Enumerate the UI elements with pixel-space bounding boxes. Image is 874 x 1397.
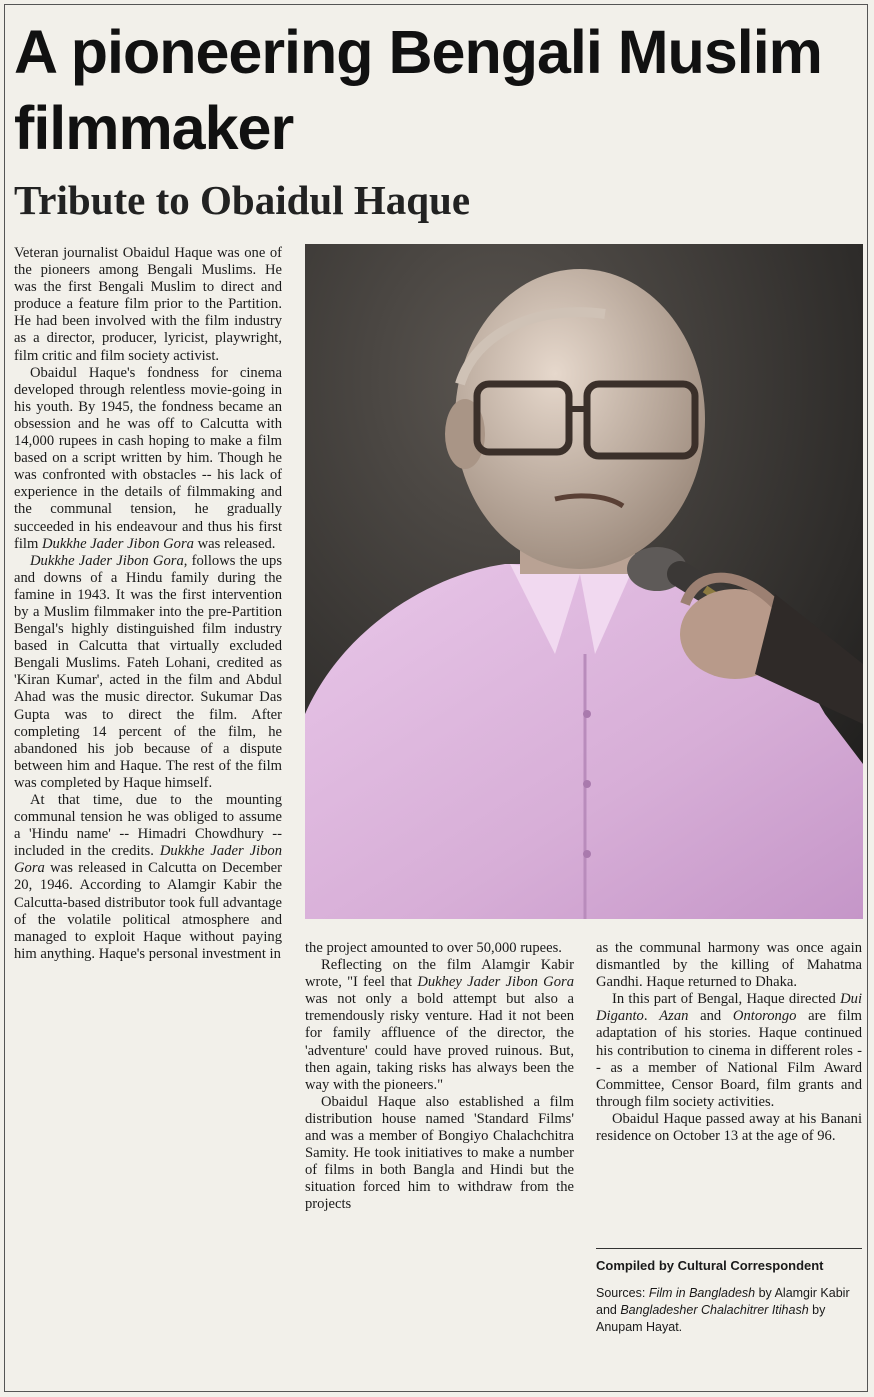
divider <box>596 1248 862 1249</box>
paragraph: the project amounted to over 50,000 rupees. <box>305 940 562 956</box>
paragraph <box>14 553 282 792</box>
film-title: Dukkhe Jader Jibon Gora <box>14 843 283 877</box>
paragraph: as the communal harmony was once again dismantled by the killing of Mahatma Gandhi. Haque returned to Dhaka. <box>596 940 862 991</box>
paragraph <box>14 365 282 553</box>
sources-text: Sources: <box>596 1286 649 1300</box>
paragraph-text: and <box>688 1008 733 1025</box>
paragraph: Obaidul Haque passed away at his Banani residence on October 13 at the age of 96. <box>596 1110 862 1145</box>
paragraph-text: . <box>643 1008 660 1025</box>
headline-line-2: filmmaker <box>14 94 294 162</box>
paragraph: Veteran journalist Obaidul Haque was one of the pioneers among Bengali Muslims. He was the first Bengali Muslim to direct and produce a feature film prior to the Partition. He had been involved with the film industry as a director, producer, lyricist, playwright, film critic and film society activist. <box>14 245 282 364</box>
paragraph-text: was not only a bold attempt but also a tremendously risky venture. Had it not been for family affluence of the director, the 'adventure' could have proved ruinous. But, then again, taking risks has always been the way with the pioneers." <box>305 991 574 1093</box>
film-title: Ontorongo <box>732 1008 797 1025</box>
paragraph <box>596 991 862 1111</box>
sources-text: by Anupam Hayat. <box>596 1303 826 1334</box>
book-title: Film in Bangladesh <box>648 1286 756 1300</box>
paragraph: Obaidul Haque also established a film distribution house named 'Standard Films' and was a member of Bongiyo Chalachchitra Samity. He took initiatives to make a number of films in both Bangla and Hindi but the situation forced him to withdraw from the projects <box>305 1093 574 1213</box>
film-title: Azan <box>659 1008 689 1025</box>
subtitle: Tribute to Obaidul Haque <box>14 177 471 223</box>
paragraph-text: Reflecting on the film Alamgir Kabir wrote, "I feel that <box>305 957 574 991</box>
headline-line-1: A pioneering Bengali Muslim <box>14 18 822 86</box>
film-title: Dukkhe Jader Jibon Gora <box>41 535 194 552</box>
portrait-photo <box>305 244 863 919</box>
column-3 <box>596 940 862 1200</box>
film-title: Dukkhe Jader Jibon Gora <box>30 552 184 569</box>
paragraph-text: Obaidul Haque's fondness for cinema developed through relentless movie-going in his youth. By 1945, the fondness became an obsession and he was off to Calcutta with 14,000 rupees in cash hoping to make a film based on a script written by him. Though he was confronted with obstacles -- his lack of experience in the details of filmmaking and the communal tension, he gradually succeeded in his endeavour and thus his first film <box>14 364 282 552</box>
sources-text: by Alamgir Kabir and <box>596 1286 850 1317</box>
paragraph-text: At that time, due to the mounting communal tension he was obliged to assume a 'Hindu name' -- Himadri Chowdhury -- included in the credits. <box>14 792 282 860</box>
byline: Compiled by Cultural Correspondent <box>596 1258 824 1273</box>
credit-box <box>596 1248 862 1336</box>
paragraph-text: In this part of Bengal, Haque directed <box>612 991 841 1008</box>
film-title: Dui Diganto <box>596 991 862 1025</box>
paragraph <box>14 792 282 963</box>
headline <box>14 14 854 166</box>
column-2 <box>305 940 574 1370</box>
film-title: Dukhey Jader Jibon Gora <box>417 974 574 991</box>
paragraph-text: was released in Calcutta on December 20, 1946. According to Alamgir Kabir the Calcutta-based distributor took full advantage of the volatile political atmosphere and managed to exploit Haque without paying him anything. Haque's personal investment in <box>14 860 282 962</box>
column-1 <box>14 245 282 1370</box>
book-title: Bangladesher Chalachitrer Itihash <box>620 1303 809 1317</box>
paragraph-text: are film adaptation of his stories. Haque continued his contribution to cinema in different roles -- as a member of National Film Award Committee, Censor Board, film grants and through film society activities. <box>596 1008 863 1110</box>
portrait-illustration <box>305 244 863 919</box>
sources <box>596 1285 862 1336</box>
paragraph <box>305 957 574 1094</box>
paragraph-text: was released. <box>193 535 276 552</box>
paragraph-text: , follows the ups and downs of a Hindu family during the famine in 1943. It was the first intervention by a Muslim filmmaker into the pre-Partition Bengal's highly distinguished film industry based in Calcutta that virtually excluded Bengali Muslims. Fateh Lohani, credited as 'Kiran Kumar', acted in the film and Abdul Ahad was the music director. Sukumar Das Gupta was to direct the film. After completing 14 percent of the film, he abandoned his job because of a dispute between him and Haque. The rest of the film was completed by Haque himself. <box>14 552 282 791</box>
